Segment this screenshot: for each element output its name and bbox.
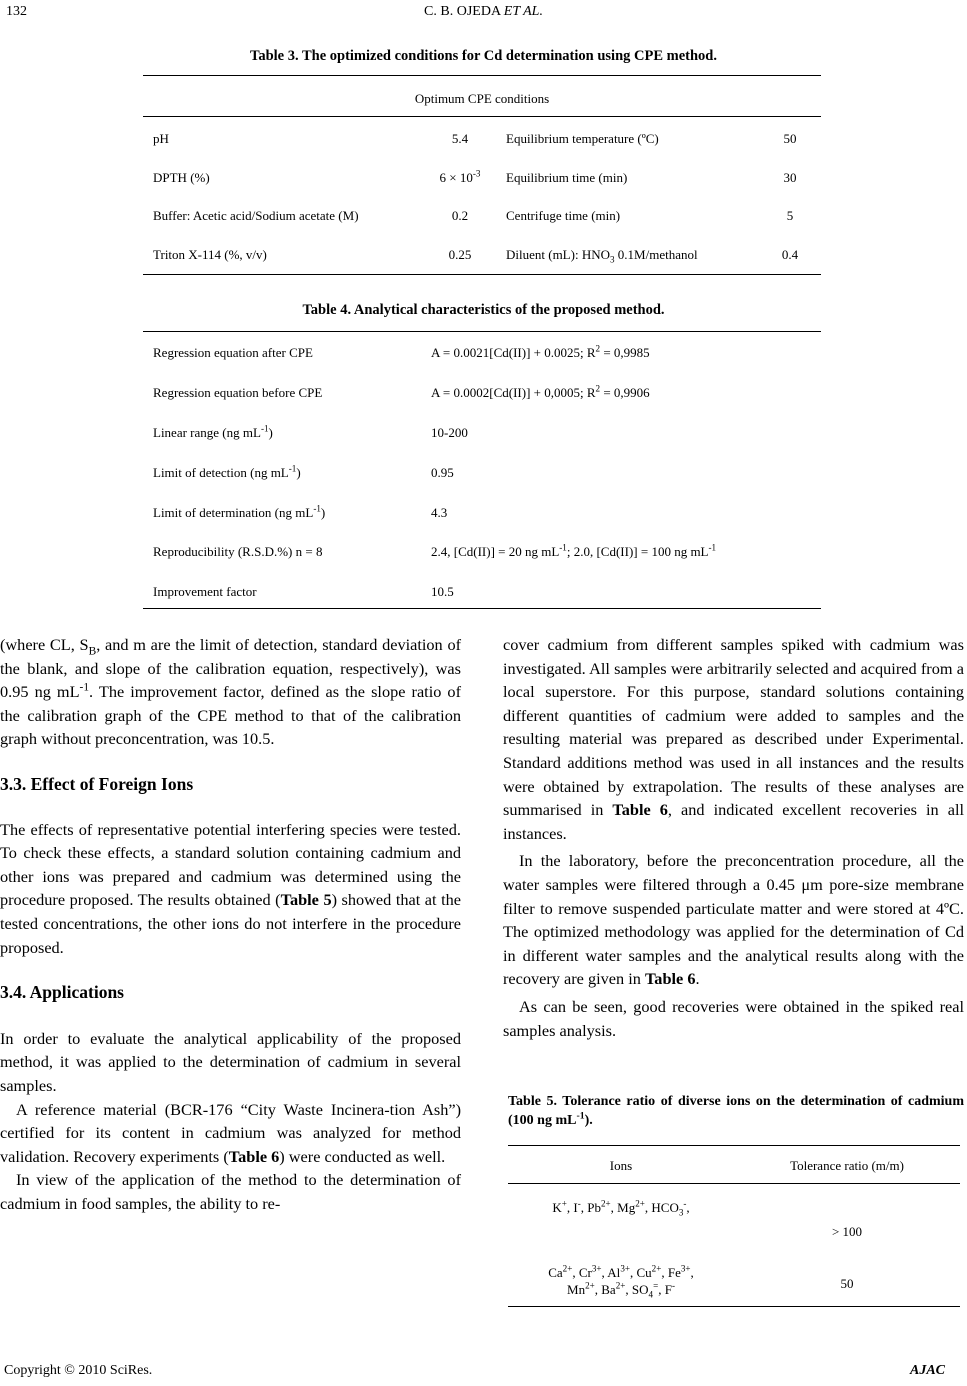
table3-top-rule — [143, 75, 821, 76]
table5-tolerance-row-2: 50 — [840, 1276, 854, 1291]
table4-label: Limit of detection (ng $mL^{-1}$) — [153, 463, 301, 480]
paragraph: A reference material (BCR-176 “City Waste Incinera-tion Ash”) certified for its content in cadmium was analyzed for method validation. Recovery experiments (Table 6) were conducted as well. — [0, 1099, 461, 1166]
table3-value: 0.25 — [448, 247, 472, 262]
section-heading-3-4: 3.4. Applications — [0, 982, 124, 1003]
table4-label: Reproducibility (R.S.D.%) n = 8 — [153, 544, 323, 559]
table4-value: 10.5 — [431, 584, 454, 599]
paragraph: As can be seen, good recoveries were obtained in the spiked real samples analysis. — [503, 996, 964, 1040]
page-number: 132 — [6, 4, 27, 19]
table4-top-rule — [143, 331, 821, 332]
right-column — [503, 633, 964, 1042]
header-authors: C. B. OJEDA — [424, 4, 501, 19]
table5-caption: Table 5. Tolerance ratio of diverse ions on the determination of cadmium (100 ng $mL^{-1}$). — [508, 1094, 964, 1128]
table4-bottom-rule — [143, 608, 821, 609]
table3-value: 30 — [783, 170, 797, 185]
table3-param: Buffer: Acetic acid/Sodium acetate (M) — [153, 208, 359, 223]
table3-header-rule — [143, 116, 821, 117]
table4-value: 0.95 — [431, 465, 454, 480]
paragraph: (where CL, $S_B$, and m are the limit of detection, standard deviation of the blank, and slope of the calibration equation, respectively), was 0.95 ng $mL^{-1}$. The improvement factor, defined as the slope ratio of the calibration graph of the CPE method to that of the calibration graph without preconcentration, was 10.5. — [0, 635, 462, 749]
table4-value: A = 0.0021[Cd(II)] + 0.0025; $R^2 = 0,9985$ — [431, 343, 650, 360]
table4-caption: Table 4. Analytical characteristics of the proposed method. — [302, 302, 665, 318]
table4-label: Regression equation before CPE — [153, 385, 323, 400]
paragraph: In the laboratory, before the preconcentration procedure, all the water samples were filtered through a 0.45 μm pore-size membrane filter to remove suspended particulate matter and were stored at 4ºC. The optimized methodology was applied for the determination of Cd in different water samples and the analytical results along with the recovery are given in Table 6. — [503, 851, 964, 989]
table3-value: $6 \times 10^{-3}$ — [439, 168, 481, 185]
table5-header-tolerance: Tolerance ratio (m/m) — [790, 1158, 904, 1173]
table5-ions-row-2: $Ca^{2+}$, $Cr^{3+}$, $Al^{3+}$, $Cu^{2+}$, $Fe^{3+}$, $Mn^{2+}$, $Ba^{2+}$, $SO_4^=$, F- — [548, 1263, 694, 1300]
table5-bottom-rule — [508, 1306, 960, 1307]
table3-caption: Table 3. The optimized conditions for Cd determination using CPE method. — [249, 48, 717, 64]
table3-param: Centrifuge time (min) — [506, 208, 621, 223]
table3-value: 50 — [783, 131, 797, 146]
table3-value: 0.4 — [781, 247, 799, 262]
section-heading-3-3: 3.3. Effect of Foreign Ions — [0, 773, 194, 794]
table3-param: pH — [153, 131, 169, 146]
footer-journal: AJAC — [910, 1363, 946, 1378]
table4-label: Linear range (ng $mL^{-1}$) — [153, 423, 273, 440]
table4-value: 4.3 — [431, 505, 448, 520]
table3-value: 5 — [786, 208, 794, 223]
table3-bottom-rule — [143, 274, 821, 275]
table3-subheader: Optimum CPE conditions — [414, 91, 550, 106]
table5-header-ions: Ions — [609, 1158, 633, 1173]
table4-value: A = 0.0002[Cd(II)] + 0,0005; $R^2 = 0,9906$ — [431, 383, 650, 400]
left-column — [0, 633, 461, 1215]
table5-top-rule — [508, 1145, 960, 1146]
table3-param: DPTH (%) — [153, 170, 210, 185]
paragraph: The effects of representative potential interfering species were tested. To check these effects, a standard solution containing cadmium and other ions was prepared and cadmium was determined using the procedure proposed. The results obtained (Table 5) showed that at the tested concentrations, the other ions do not interfere in the procedure proposed. — [0, 819, 461, 957]
table4-value: 10-200 — [431, 425, 468, 440]
table3-param: Equilibrium time (min) — [506, 170, 628, 185]
table3-param: Equilibrium temperature (ºC) — [506, 131, 659, 146]
table3-param: Triton X-114 (%, v/v) — [153, 247, 267, 262]
paragraph: In view of the application of the method to the determination of cadmium in food samples, the ability to re- — [0, 1170, 461, 1213]
running-header — [0, 4, 967, 20]
paragraph: In order to evaluate the analytical applicability of the proposed method, it was applied to the determination of cadmium in several samples. — [0, 1028, 461, 1095]
table3-value: 0.2 — [451, 208, 469, 223]
paragraph: cover cadmium from different samples spiked with cadmium was investigated. All samples were arbitrarily selected and acquired from a local superstore. For this purpose, standard solutions containing different quantities of cadmium were added to samples and the resulting material was prepared as described under Experimental. Standard additions method was used in all instances and the results were obtained by extrapolation. The results of these analyses are summarised in Table 6, and indicated excellent recoveries in all instances. — [503, 635, 964, 843]
header-et-al: ET AL. — [503, 4, 543, 19]
table5-tolerance-row-1: > 100 — [831, 1224, 863, 1239]
table3-value: 5.4 — [451, 131, 469, 146]
footer-copyright: Copyright © 2010 SciRes. — [4, 1363, 153, 1378]
table4-value: 2.4, [Cd(II)] = 20 ng $mL^{-1}$; 2.0, [Cd(II)] = 100 ng $mL^{-1}$ — [431, 542, 717, 559]
table3-param: Diluent (mL): $HNO_3$ 0.1M/methanol — [506, 247, 698, 265]
table5-ions-row-1: K+, I-, $Pb^{2+}$, $Mg^{2+}$, $HCO_3^-$, — [552, 1198, 690, 1218]
table4-label: Regression equation after CPE — [153, 345, 313, 360]
table5-header-rule — [508, 1183, 960, 1184]
table4-label: Improvement factor — [153, 584, 257, 599]
table4-label: Limit of determination (ng $mL^{-1}$) — [153, 503, 326, 520]
